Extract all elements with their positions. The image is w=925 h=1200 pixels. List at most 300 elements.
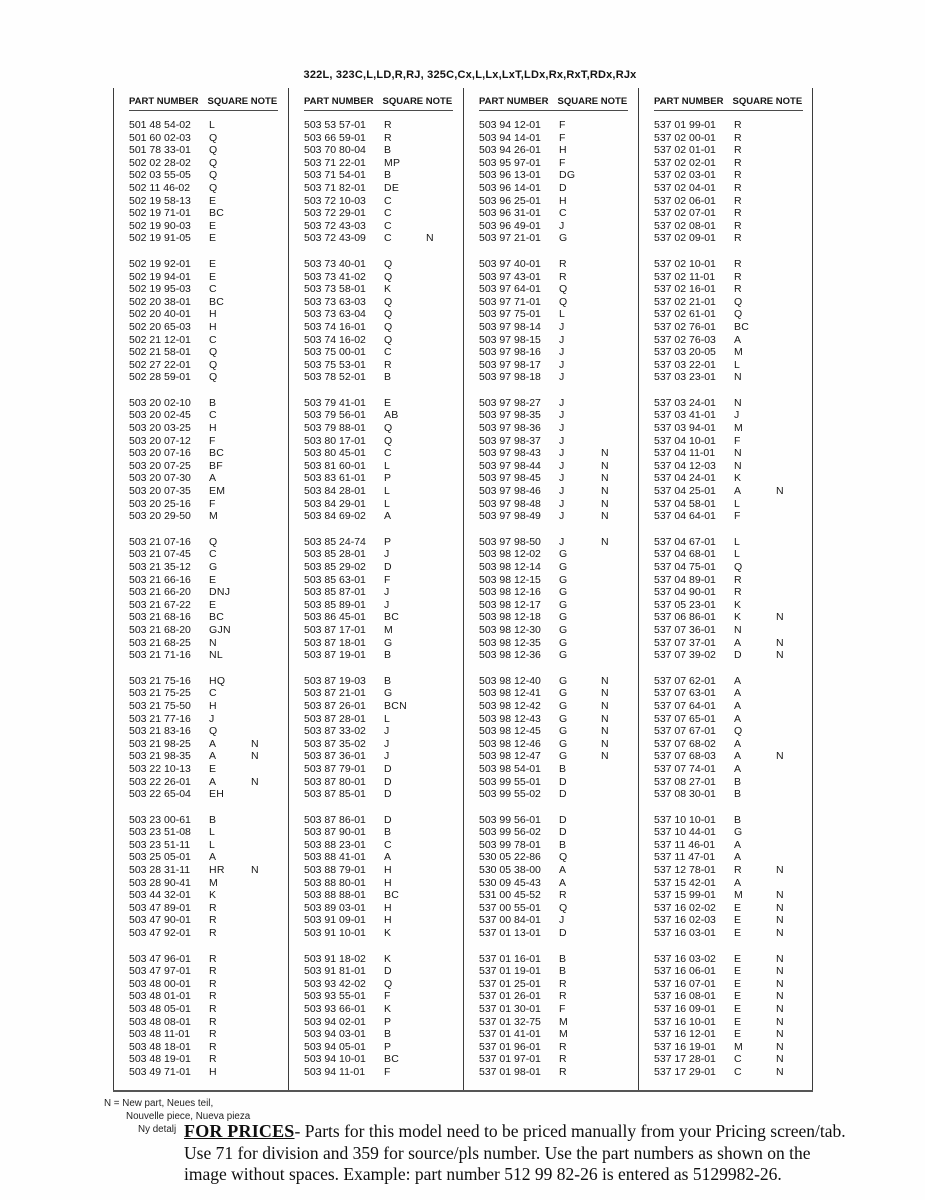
square-note: C bbox=[384, 447, 392, 460]
part-number: 537 03 22-01 bbox=[654, 358, 716, 371]
square-note: Q bbox=[734, 308, 743, 321]
part-number: 503 98 12-43 bbox=[479, 712, 541, 725]
square-note: B bbox=[734, 788, 742, 801]
square-note: L bbox=[734, 497, 741, 510]
square-note: L bbox=[384, 485, 391, 498]
table-row bbox=[654, 1028, 812, 1041]
new-part-flag: N bbox=[776, 636, 784, 649]
square-note: E bbox=[734, 1003, 742, 1015]
part-number: 503 20 03-25 bbox=[129, 422, 191, 435]
part-number: 537 11 47-01 bbox=[654, 851, 716, 864]
square-note: R bbox=[209, 914, 217, 927]
table-row bbox=[479, 687, 638, 700]
square-note: A bbox=[209, 750, 217, 763]
table-row bbox=[129, 472, 288, 485]
table-row bbox=[304, 232, 463, 245]
table-row bbox=[654, 788, 812, 801]
part-number: 503 28 90-41 bbox=[129, 876, 191, 889]
new-part-flag: N bbox=[601, 472, 609, 485]
part-number: 502 27 22-01 bbox=[129, 358, 191, 371]
square-note: R bbox=[384, 358, 392, 371]
table-row bbox=[479, 1003, 638, 1016]
part-number: 503 71 54-01 bbox=[304, 169, 366, 182]
part-number: 503 48 11-01 bbox=[129, 1028, 191, 1041]
pricing-line bbox=[184, 1121, 924, 1143]
square-note: R bbox=[209, 1053, 217, 1066]
table-row bbox=[479, 510, 638, 523]
table-row bbox=[479, 321, 638, 334]
new-part-flag: N bbox=[776, 750, 784, 763]
square-note: K bbox=[734, 472, 742, 485]
part-number: 503 88 88-01 bbox=[304, 889, 366, 902]
part-number: 537 07 65-01 bbox=[654, 712, 716, 725]
part-number: 503 66 59-01 bbox=[304, 131, 366, 144]
table-row bbox=[654, 271, 812, 284]
part-number: 503 21 68-20 bbox=[129, 623, 191, 636]
table-row bbox=[479, 700, 638, 713]
square-note: H bbox=[209, 1065, 217, 1078]
row-group bbox=[129, 536, 288, 662]
part-number: 503 97 98-43 bbox=[479, 447, 541, 460]
row-group bbox=[479, 397, 638, 523]
part-number: 502 20 38-01 bbox=[129, 295, 191, 308]
part-number: 503 97 98-48 bbox=[479, 497, 541, 510]
new-part-flag: N bbox=[776, 649, 784, 662]
table-row bbox=[129, 864, 288, 877]
table-row bbox=[129, 927, 288, 940]
table-row bbox=[654, 334, 812, 347]
table-row bbox=[129, 536, 288, 549]
table-row bbox=[129, 574, 288, 587]
square-note: H bbox=[384, 901, 392, 914]
table-row bbox=[479, 649, 638, 662]
table-row bbox=[654, 814, 812, 827]
table-row bbox=[304, 510, 463, 523]
table-row bbox=[654, 889, 812, 902]
square-note: DNJ bbox=[209, 586, 231, 599]
part-number: 537 07 74-01 bbox=[654, 762, 716, 775]
square-note: A bbox=[734, 674, 742, 687]
square-note: Q bbox=[559, 283, 568, 296]
square-note: H bbox=[209, 422, 217, 435]
part-number: 537 03 94-01 bbox=[654, 422, 716, 435]
part-number: 503 87 85-01 bbox=[304, 788, 366, 801]
part-number: 503 87 17-01 bbox=[304, 623, 366, 636]
row-group bbox=[654, 258, 812, 384]
table-row bbox=[304, 144, 463, 157]
square-note: B bbox=[384, 649, 392, 662]
square-note: J bbox=[384, 586, 390, 599]
part-number: 537 04 24-01 bbox=[654, 472, 716, 485]
table-row bbox=[129, 397, 288, 410]
table-row bbox=[129, 877, 288, 890]
table-row bbox=[654, 839, 812, 852]
table-row bbox=[479, 157, 638, 170]
row-group bbox=[479, 258, 638, 384]
part-number: 501 60 02-03 bbox=[129, 131, 191, 144]
square-note: R bbox=[734, 131, 742, 144]
table-row bbox=[304, 271, 463, 284]
square-note: D bbox=[559, 927, 567, 940]
square-note: M bbox=[734, 422, 744, 435]
part-number: 503 21 66-20 bbox=[129, 586, 191, 599]
table-row bbox=[129, 675, 288, 688]
part-number: 503 94 03-01 bbox=[304, 1028, 366, 1041]
part-number: 537 03 41-01 bbox=[654, 409, 716, 422]
part-number: 537 07 64-01 bbox=[654, 699, 716, 712]
table-row bbox=[654, 1016, 812, 1029]
table-row bbox=[479, 1016, 638, 1029]
part-number: 503 85 29-02 bbox=[304, 561, 366, 573]
table-row bbox=[129, 788, 288, 801]
square-note: L bbox=[384, 712, 391, 725]
table-row bbox=[129, 687, 288, 700]
part-number: 503 48 19-01 bbox=[129, 1053, 191, 1066]
part-number: 503 20 29-50 bbox=[129, 510, 191, 523]
square-note: G bbox=[559, 598, 568, 611]
table-row bbox=[654, 851, 812, 864]
table-row bbox=[129, 1041, 288, 1054]
part-number: 503 97 98-15 bbox=[479, 333, 541, 346]
part-number: 537 04 64-01 bbox=[654, 510, 716, 523]
square-note: H bbox=[209, 308, 217, 321]
part-number: 503 79 88-01 bbox=[304, 422, 366, 435]
part-number: 537 11 46-01 bbox=[654, 838, 716, 851]
part-number: 503 48 00-01 bbox=[129, 977, 191, 990]
table-row bbox=[304, 207, 463, 220]
square-note: Q bbox=[384, 320, 393, 333]
table-row bbox=[304, 814, 463, 827]
square-note: BC bbox=[209, 295, 225, 308]
table-row bbox=[654, 409, 812, 422]
square-note: C bbox=[734, 1065, 742, 1078]
part-number: 503 87 36-01 bbox=[304, 750, 366, 763]
part-number: 503 94 10-01 bbox=[304, 1053, 366, 1066]
table-row bbox=[479, 814, 638, 827]
table-row bbox=[654, 1041, 812, 1054]
square-note: A bbox=[209, 472, 217, 485]
parts-column bbox=[638, 88, 813, 1090]
part-number: 503 85 89-01 bbox=[304, 598, 366, 611]
part-number: 537 04 10-01 bbox=[654, 434, 716, 447]
square-note: F bbox=[384, 573, 391, 586]
part-number: 503 49 71-01 bbox=[129, 1065, 191, 1078]
part-number: 537 10 44-01 bbox=[654, 826, 716, 839]
square-note: Q bbox=[384, 308, 393, 321]
table-row bbox=[479, 990, 638, 1003]
part-number: 503 97 98-46 bbox=[479, 485, 541, 498]
table-row bbox=[479, 927, 638, 940]
table-row bbox=[304, 851, 463, 864]
square-note: A bbox=[209, 775, 217, 788]
table-row bbox=[304, 1041, 463, 1054]
part-number: 503 87 90-01 bbox=[304, 826, 366, 839]
part-number: 503 96 14-01 bbox=[479, 181, 541, 194]
table-row bbox=[129, 914, 288, 927]
square-note: G bbox=[559, 737, 568, 750]
square-note: J bbox=[559, 535, 565, 548]
table-row bbox=[304, 447, 463, 460]
part-number: 503 91 18-02 bbox=[304, 952, 366, 965]
part-number: 503 98 12-16 bbox=[479, 586, 541, 599]
square-note: H bbox=[209, 320, 217, 333]
part-number: 503 88 41-01 bbox=[304, 851, 366, 864]
part-number: 503 94 12-01 bbox=[479, 119, 541, 131]
square-note: M bbox=[209, 876, 219, 889]
square-note: NL bbox=[209, 649, 224, 662]
table-row bbox=[654, 232, 812, 245]
part-number: 503 81 60-01 bbox=[304, 459, 366, 472]
table-row bbox=[479, 902, 638, 915]
square-note: R bbox=[559, 977, 567, 990]
table-row bbox=[304, 637, 463, 650]
square-note: Q bbox=[209, 169, 218, 182]
table-row bbox=[129, 157, 288, 170]
square-note: G bbox=[559, 712, 568, 725]
part-number: 537 16 08-01 bbox=[654, 990, 716, 1003]
table-row bbox=[304, 1053, 463, 1066]
table-row bbox=[304, 599, 463, 612]
square-note: R bbox=[559, 1040, 567, 1053]
square-note: Q bbox=[384, 270, 393, 283]
table-row bbox=[654, 649, 812, 662]
table-row bbox=[129, 409, 288, 422]
table-row bbox=[654, 119, 812, 132]
table-row bbox=[304, 725, 463, 738]
table-row bbox=[654, 296, 812, 309]
table-row bbox=[304, 624, 463, 637]
part-number: 503 97 98-49 bbox=[479, 510, 541, 523]
square-note: R bbox=[734, 257, 742, 270]
part-number: 537 02 76-03 bbox=[654, 333, 716, 346]
new-part-flag: N bbox=[776, 927, 784, 940]
table-row bbox=[304, 422, 463, 435]
table-row bbox=[479, 637, 638, 650]
part-number: 503 87 18-01 bbox=[304, 636, 366, 649]
table-row bbox=[654, 548, 812, 561]
table-row bbox=[129, 814, 288, 827]
part-number: 503 47 96-01 bbox=[129, 952, 191, 965]
part-number: 537 04 90-01 bbox=[654, 586, 716, 599]
part-number: 530 09 45-43 bbox=[479, 876, 541, 889]
table-row bbox=[654, 599, 812, 612]
part-number: 503 25 05-01 bbox=[129, 851, 191, 864]
square-note: BC bbox=[384, 889, 400, 902]
square-note: G bbox=[559, 586, 568, 599]
table-row bbox=[654, 561, 812, 574]
part-number: 503 87 80-01 bbox=[304, 775, 366, 788]
square-note: R bbox=[734, 194, 742, 207]
part-number: 503 73 63-03 bbox=[304, 295, 366, 308]
table-row bbox=[304, 1003, 463, 1016]
row-group bbox=[479, 953, 638, 1079]
table-row bbox=[654, 990, 812, 1003]
table-row bbox=[654, 321, 812, 334]
square-note: Q bbox=[384, 333, 393, 346]
square-note: B bbox=[384, 826, 392, 839]
square-note: D bbox=[384, 762, 392, 775]
part-number: 503 87 33-02 bbox=[304, 725, 366, 738]
square-note: H bbox=[384, 876, 392, 889]
part-number: 503 98 12-02 bbox=[479, 548, 541, 561]
part-number: 502 19 90-03 bbox=[129, 219, 191, 232]
square-note: N bbox=[734, 371, 742, 384]
square-note: R bbox=[209, 965, 217, 978]
table-row bbox=[654, 978, 812, 991]
table-row bbox=[479, 763, 638, 776]
part-number: 537 08 27-01 bbox=[654, 775, 716, 788]
part-number: 503 85 28-01 bbox=[304, 548, 366, 561]
square-note: BC bbox=[209, 611, 225, 624]
part-number: 503 47 90-01 bbox=[129, 914, 191, 927]
square-note: Q bbox=[209, 725, 218, 738]
table-row bbox=[479, 271, 638, 284]
part-number: 503 48 18-01 bbox=[129, 1040, 191, 1053]
part-number: 503 97 21-01 bbox=[479, 232, 541, 245]
table-row bbox=[304, 296, 463, 309]
part-number: 537 04 75-01 bbox=[654, 561, 716, 573]
part-number: 503 21 07-16 bbox=[129, 535, 191, 548]
table-row bbox=[129, 271, 288, 284]
square-note: H bbox=[384, 864, 392, 877]
table-row bbox=[129, 460, 288, 473]
square-note: R bbox=[734, 864, 742, 877]
square-note: Q bbox=[384, 295, 393, 308]
square-note: Q bbox=[559, 851, 568, 864]
part-number: 537 02 09-01 bbox=[654, 232, 716, 245]
square-note: J bbox=[559, 371, 565, 384]
column-header bbox=[654, 88, 803, 111]
part-number: 537 03 24-01 bbox=[654, 396, 716, 409]
new-part-flag: N bbox=[426, 232, 434, 245]
table-row bbox=[654, 637, 812, 650]
part-number: 537 16 03-01 bbox=[654, 927, 716, 940]
part-number: 537 01 19-01 bbox=[479, 965, 541, 978]
table-row bbox=[479, 334, 638, 347]
square-note: A bbox=[734, 699, 742, 712]
table-row bbox=[654, 1066, 812, 1079]
part-number: 537 17 28-01 bbox=[654, 1053, 716, 1066]
table-row bbox=[304, 308, 463, 321]
square-note: D bbox=[559, 826, 567, 839]
table-row bbox=[129, 953, 288, 966]
table-row bbox=[304, 1016, 463, 1029]
square-note: A bbox=[734, 687, 742, 700]
table-row bbox=[304, 561, 463, 574]
square-note: Q bbox=[559, 295, 568, 308]
part-number: 503 95 97-01 bbox=[479, 156, 541, 169]
new-part-flag: N bbox=[776, 485, 784, 498]
part-number: 537 15 99-01 bbox=[654, 889, 716, 902]
table-row bbox=[304, 763, 463, 776]
part-number: 503 86 45-01 bbox=[304, 611, 366, 624]
square-note: R bbox=[209, 952, 217, 965]
part-number: 503 48 05-01 bbox=[129, 1003, 191, 1015]
square-note: R bbox=[559, 889, 567, 902]
table-row bbox=[479, 978, 638, 991]
square-note: R bbox=[734, 586, 742, 599]
square-note: E bbox=[734, 1028, 742, 1041]
new-part-flag: N bbox=[251, 750, 259, 763]
square-note: R bbox=[384, 119, 392, 131]
table-row bbox=[304, 826, 463, 839]
table-row bbox=[479, 144, 638, 157]
part-number: 503 85 63-01 bbox=[304, 573, 366, 586]
part-number: 503 21 35-12 bbox=[129, 561, 191, 573]
square-note: Q bbox=[384, 434, 393, 447]
square-note: E bbox=[209, 270, 217, 283]
new-part-flag: N bbox=[601, 485, 609, 498]
square-note: R bbox=[209, 927, 217, 940]
row-group bbox=[479, 536, 638, 662]
square-note: A bbox=[734, 485, 742, 498]
table-row bbox=[304, 182, 463, 195]
square-note: B bbox=[384, 674, 392, 687]
square-note: A bbox=[734, 838, 742, 851]
table-row bbox=[479, 472, 638, 485]
new-part-flag: N bbox=[776, 889, 784, 902]
square-note: J bbox=[559, 422, 565, 435]
table-row bbox=[304, 346, 463, 359]
part-number: 503 99 55-01 bbox=[479, 775, 541, 788]
square-note: G bbox=[559, 649, 568, 662]
part-number: 503 98 12-15 bbox=[479, 573, 541, 586]
square-note: D bbox=[384, 775, 392, 788]
table-row bbox=[129, 220, 288, 233]
square-note: E bbox=[209, 219, 217, 232]
table-row bbox=[654, 207, 812, 220]
part-number: 503 93 55-01 bbox=[304, 990, 366, 1003]
square-note: J bbox=[559, 396, 565, 409]
table-row bbox=[129, 346, 288, 359]
table-row bbox=[129, 548, 288, 561]
table-row bbox=[479, 409, 638, 422]
part-number: 503 48 01-01 bbox=[129, 990, 191, 1003]
new-part-flag: N bbox=[776, 965, 784, 978]
part-number: 537 02 04-01 bbox=[654, 181, 716, 194]
new-part-flag: N bbox=[776, 977, 784, 990]
table-row bbox=[479, 548, 638, 561]
row-group bbox=[304, 536, 463, 662]
square-note: E bbox=[734, 901, 742, 914]
part-number: 537 05 23-01 bbox=[654, 598, 716, 611]
part-number: 537 10 10-01 bbox=[654, 813, 716, 826]
square-note: G bbox=[384, 636, 393, 649]
new-part-flag: N bbox=[776, 914, 784, 927]
part-number: 503 73 63-04 bbox=[304, 308, 366, 321]
square-note: F bbox=[559, 119, 566, 131]
new-part-flag: N bbox=[601, 699, 609, 712]
part-number: 503 73 40-01 bbox=[304, 257, 366, 270]
part-number: 503 97 64-01 bbox=[479, 283, 541, 296]
square-note: N bbox=[734, 459, 742, 472]
table-row bbox=[479, 346, 638, 359]
part-number: 502 11 46-02 bbox=[129, 181, 191, 194]
table-row bbox=[304, 195, 463, 208]
table-row bbox=[654, 447, 812, 460]
part-number: 502 19 92-01 bbox=[129, 257, 191, 270]
row-group bbox=[304, 258, 463, 384]
new-part-flag: N bbox=[601, 750, 609, 763]
table-row bbox=[304, 965, 463, 978]
table-row bbox=[129, 321, 288, 334]
square-note: C bbox=[209, 687, 217, 700]
table-row bbox=[654, 359, 812, 372]
part-number: 503 97 98-36 bbox=[479, 422, 541, 435]
new-part-flag: N bbox=[601, 447, 609, 460]
square-note: H bbox=[384, 914, 392, 927]
part-number: 503 87 79-01 bbox=[304, 762, 366, 775]
